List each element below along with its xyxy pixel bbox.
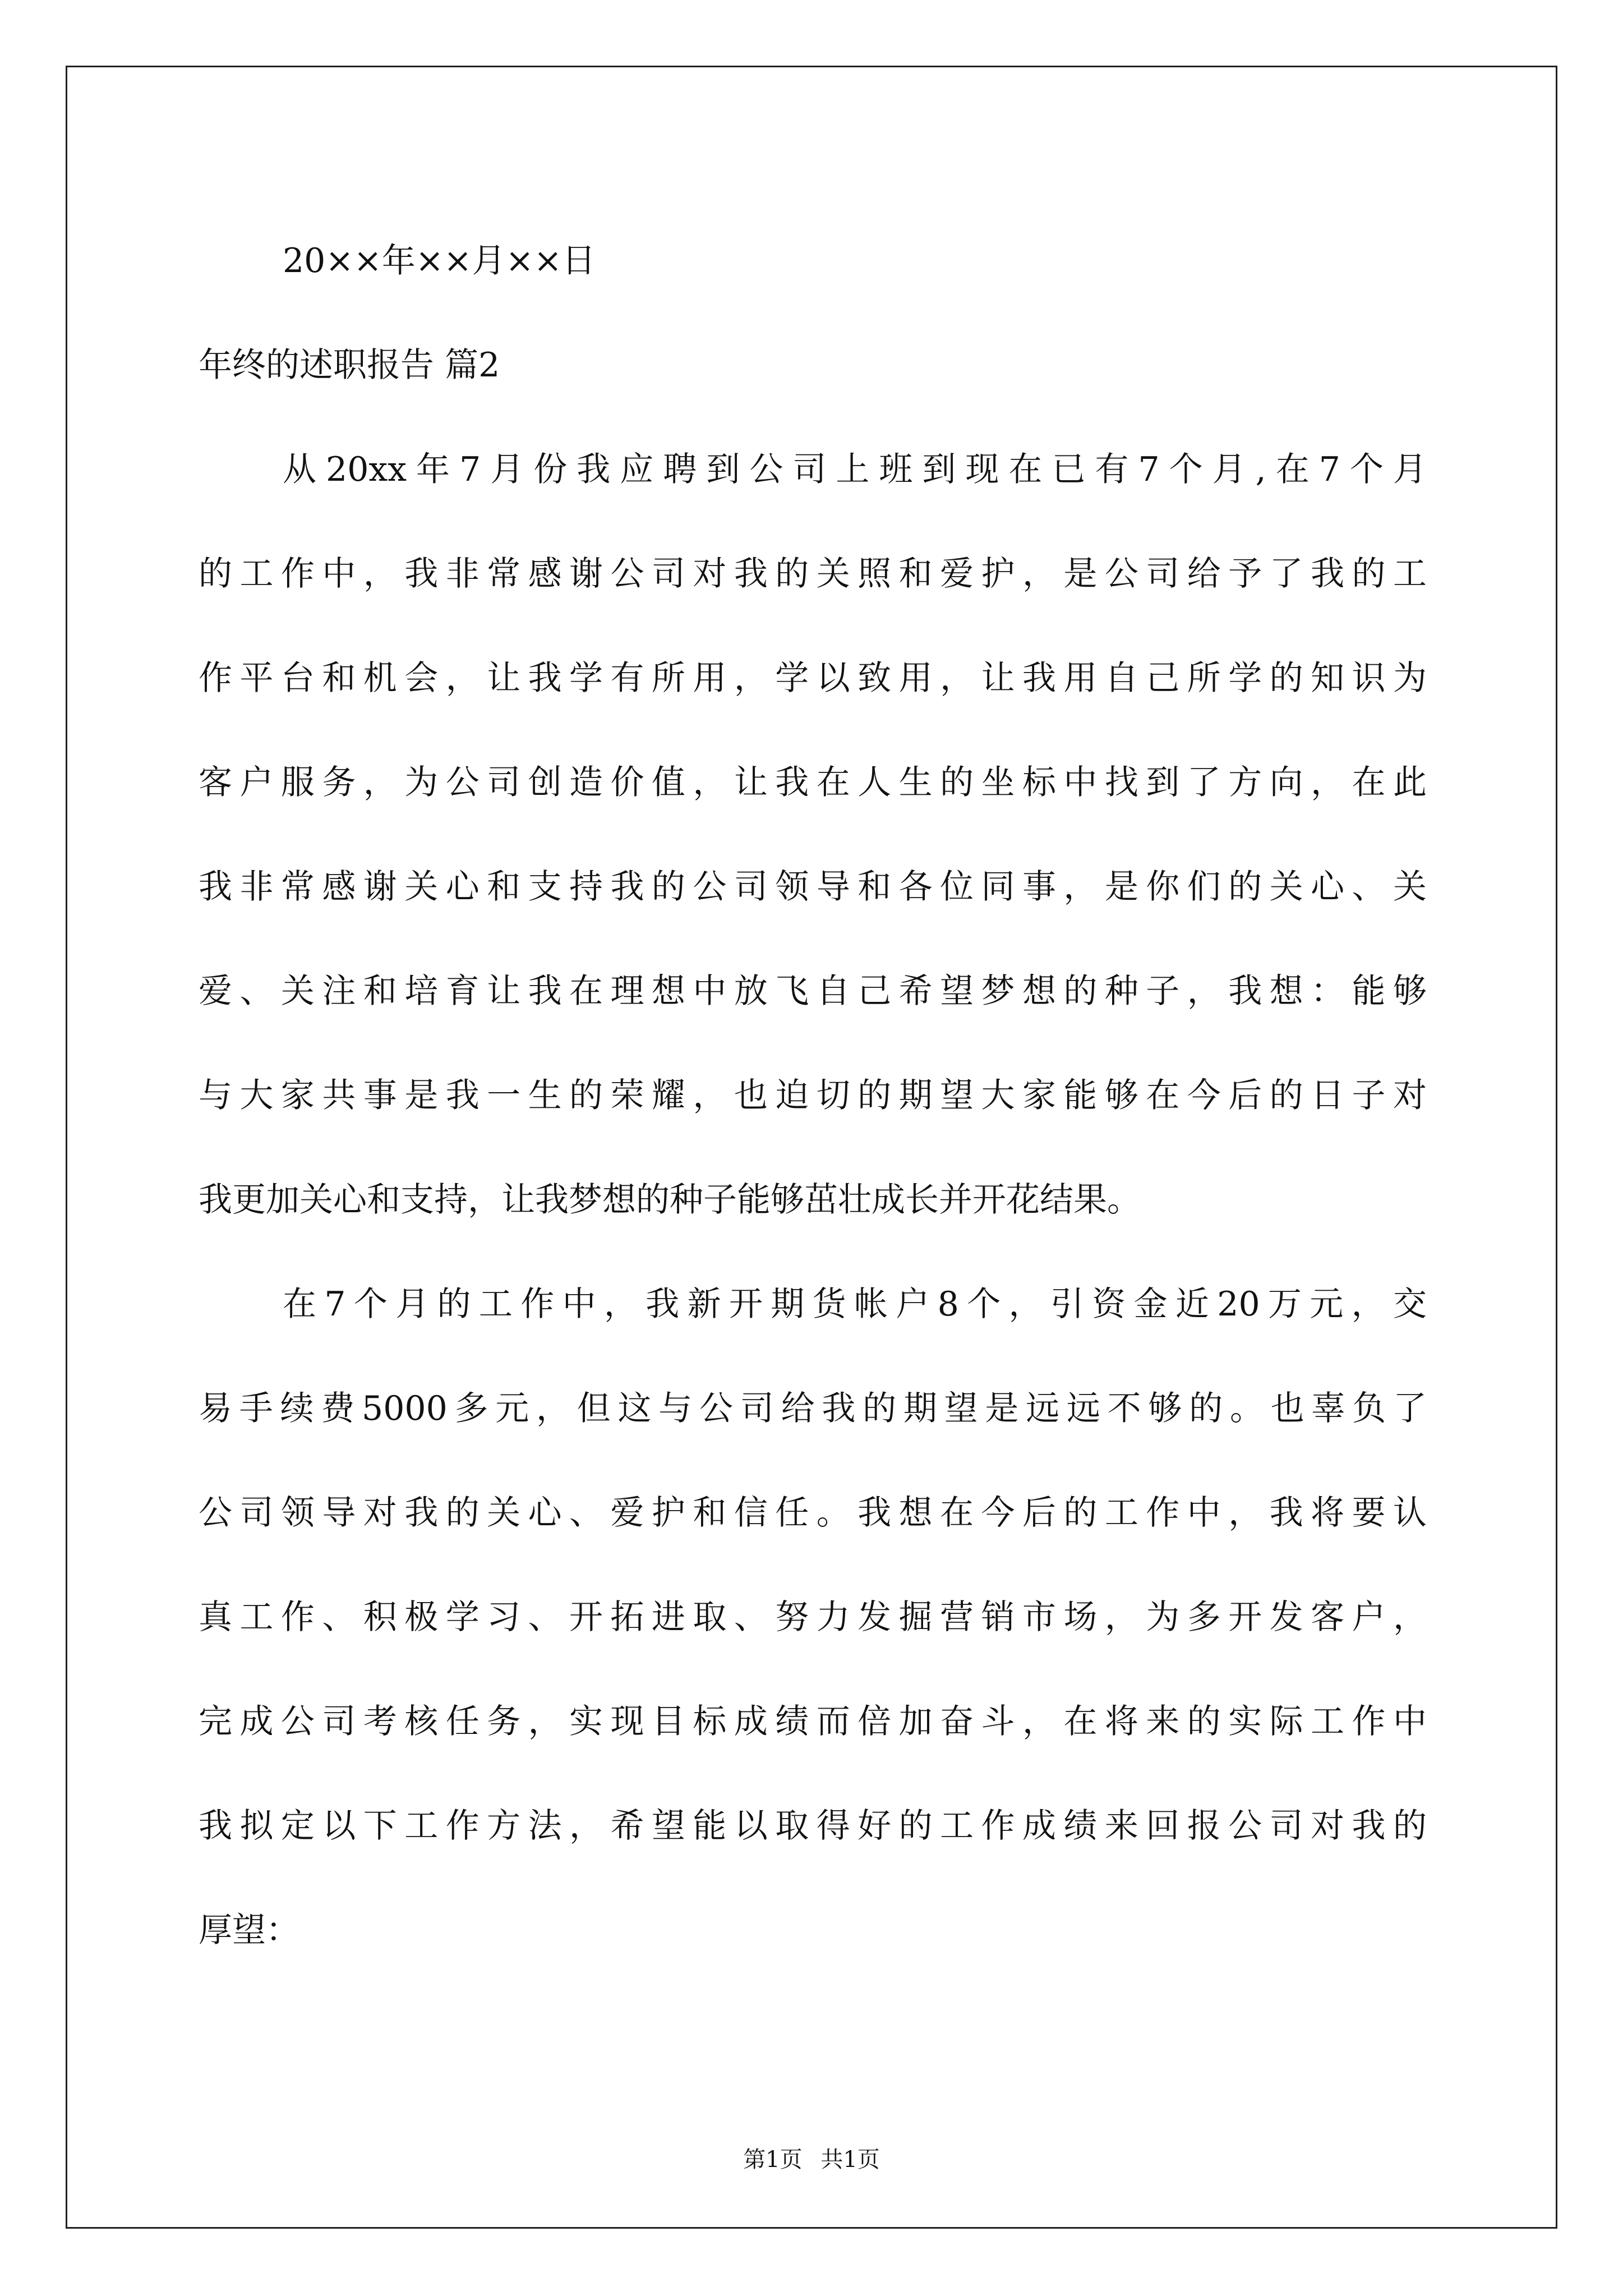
paragraph-2-line-5: 完成公司考核任务，实现目标成绩而倍加奋斗，在将来的实际工作中 — [199, 1702, 1427, 1741]
paragraph-1-line-2: 的工作中，我非常感谢公司对我的关照和爱护，是公司给予了我的工 — [199, 554, 1427, 593]
document-body — [199, 209, 1427, 1982]
paragraph-1-line-3: 作平台和机会，让我学有所用，学以致用，让我用自己所学的知识为 — [199, 659, 1427, 698]
document-date: 20××年××月××日 — [283, 241, 596, 280]
page-footer — [0, 2143, 1623, 2177]
paragraph-1-line-5: 我非常感谢关心和支持我的公司领导和各位同事，是你们的关心、关 — [199, 867, 1427, 907]
paragraph-2-line-4: 真工作、积极学习、开拓进取、努力发掘营销市场，为多开发客户， — [199, 1598, 1427, 1637]
paragraph-1-line-6: 爱、关注和培育让我在理想中放飞自己希望梦想的种子，我想：能够 — [199, 972, 1427, 1011]
paragraph-1-line-7: 与大家共事是我一生的荣耀，也迫切的期望大家能够在今后的日子对 — [199, 1076, 1427, 1115]
paragraph-2-line-7: 厚望： — [199, 1911, 299, 1950]
paragraph-1-line-8: 我更加关心和支持，让我梦想的种子能够茁壮成长并开花结果。 — [199, 1180, 1141, 1220]
paragraph-2-line-6: 我拟定以下工作方法，希望能以取得好的工作成绩来回报公司对我的 — [199, 1806, 1427, 1846]
paragraph-2-line-3: 公司领导对我的关心、爱护和信任。我想在今后的工作中，我将要认 — [199, 1493, 1427, 1533]
paragraph-1-line-1: 从20xx年7月份我应聘到公司上班到现在已有7个月,在7个月 — [283, 450, 1427, 489]
page-number: 第1页 — [743, 2147, 803, 2173]
section-heading: 年终的述职报告 篇2 — [199, 346, 500, 385]
paragraph-2-line-1: 在7个月的工作中，我新开期货帐户8个，引资金近20万元，交 — [283, 1285, 1427, 1324]
paragraph-2-line-2: 易手续费5000多元，但这与公司给我的期望是远远不够的。也辜负了 — [199, 1389, 1427, 1428]
paragraph-1-line-4: 客户服务，为公司创造价值，让我在人生的坐标中找到了方向，在此 — [199, 763, 1427, 802]
page-total: 共1页 — [820, 2147, 880, 2173]
